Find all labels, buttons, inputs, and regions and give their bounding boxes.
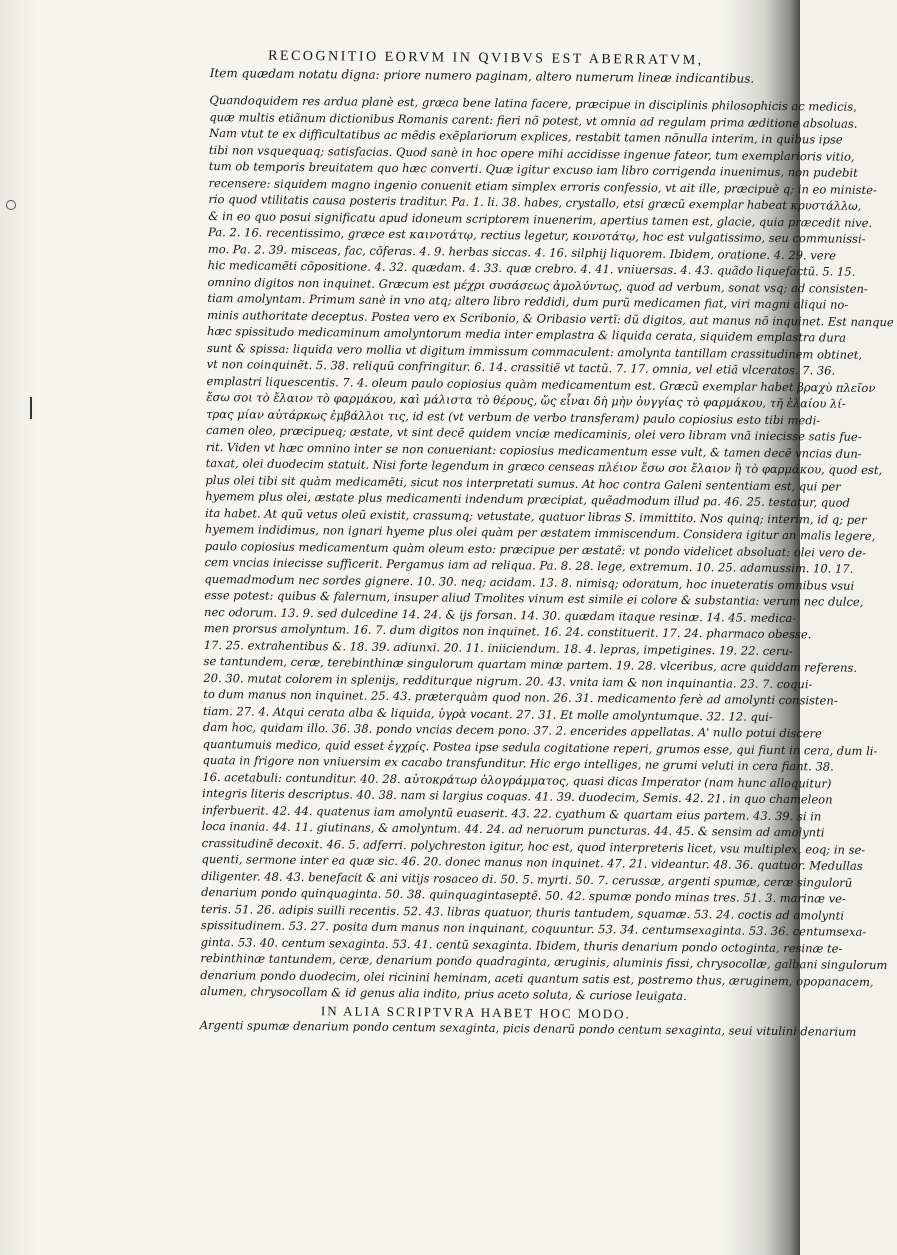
body-line: loca inania. 44. 11. giutinans, & amolyntum. 44. 24. ad neruorum puncturas. 44. 45. & sensim ad amolynti <box>201 818 825 840</box>
body-line: diligenter. 48. 43. benefacit & ani vitijs rosaceo di. 50. 5. myrti. 50. 7. cerussæ, argenti spumæ, ceræ singulorũ <box>201 868 853 890</box>
page-title: RECOGNITIO EORVM IN QVIBVS EST ABERRATVM, <box>268 48 704 69</box>
body-line: quata in frigore non vniuersim ex cacabo transfunditur. Hic ergo intelliges, ne grumi veluti in cera fiant. 38. <box>202 752 834 774</box>
page-subtitle: Item quædam notatu digna: priore numero paginam, altero numerum lineæ indicantibus. <box>209 65 755 86</box>
body-line: cem vncias iniecisse sufficerit. Pergamus iam ad reliqua. Pa. 8. 28. lege, extremum. 10. 25. adamussim. 10. 17. <box>204 554 854 576</box>
body-line: emplastri liquescentis. 7. 4. oleum paulo copiosius quàm medicamentum est. Græcũ exemplar habet βραχὺ πλεῖον <box>206 373 876 395</box>
body-line: rio quod vtilitatis causa posteris traditur. Pa. 1. li. 38. habes, crystallo, etsi græcũ exemplar habeat κρυστάλλω, <box>208 191 862 213</box>
body-line: alumen, chrysocollam & id genus alia indito, prius aceto soluta, & curiose leuigata. <box>200 983 687 1004</box>
body-line: quæ multis etiãnum dictionibus Romanis carent: fieri nõ potest, vt omnia ad regulam prima æditione absoluas. <box>209 109 858 131</box>
body-line: taxat, olei duodecim statuit. Nisi forte legendum in græco censeas πλέιον ἔσω σοι ἔλαιον ἢ τὸ φαρμάκου, quod est, <box>205 455 883 478</box>
body-line: rebinthinæ tantundem, ceræ, denarium pondo quadraginta, æruginis, aluminis fissi, chrysocollæ, galbani singulorum <box>200 950 888 973</box>
body-line: integris literis descriptus. 40. 38. nam si largius coquas. 41. 39. duodecim, Semis. 42. 21. in quo chameleon <box>202 785 833 807</box>
body-line: hic medicamẽti cõpositione. 4. 32. quædam. 4. 33. quæ crebro. 4. 41. vniuersas. 4. 43. quãdo liquefactũ. 5. 15. <box>207 257 856 279</box>
body-line: ginta. 53. 40. centum sexaginta. 53. 41. centũ sexaginta. Ibidem, thuris denarium pondo octoginta, resinæ te- <box>200 934 843 956</box>
body-line: vt non coinquinẽt. 5. 38. reliquũ confringitur. 6. 14. crassitiẽ vt tactũ. 7. 17. omnia, vel etiã vlceratos. 7. 36. <box>206 356 836 378</box>
body-line: denarium pondo quinquaginta. 50. 38. quinquagintaseptẽ. 50. 42. spumæ pondo minas tres. 51. 3. marinæ ve- <box>201 884 846 906</box>
errata-body <box>200 92 894 1005</box>
body-line: 16. acetabuli: contunditur. 40. 28. αὐτοκράτωρ ὁλογράμματος, quasi dicas Imperator (nam hunc alloquitur) <box>202 769 832 791</box>
body-line: & in eo quo posui significatu apud idoneum scriptorem inuenerim, apertius tamen est, glacie, quia præcedit nive. <box>208 208 873 230</box>
body-line: camen oleo, præcipueq; æstate, vt sint decẽ quidem vnciæ medicaminis, olei vero libram vnã iniecisse satis fue- <box>205 422 862 444</box>
body-line: hyemem indidimus, non ignari hyeme plus olei quàm per æstatem immiscendum. Considera igitur an malis legere, <box>204 521 876 543</box>
body-line: plus olei tibi sit quàm medicamẽti, sicut nos interpretati sumus. At hoc contra Galeni sententiam est, qui per <box>205 472 841 494</box>
body-line: 20. 30. mutat colorem in splenijs, redditurque nigrum. 20. 43. vnita iam & non inquinantia. 23. 7. coqui- <box>203 670 813 691</box>
body-line: quantumuis medico, quid esset ἐγχρίς. Postea ipse sedula cogitatione reperi, grumos esse, qui fiunt in cera, dum li- <box>202 736 878 758</box>
body-line: se tantundem, ceræ, terebinthinæ singulorum quartam minæ partem. 19. 28. vlceribus, acre quiddam referens. <box>203 653 858 675</box>
body-line: rit. Viden vt hæc omnino inter se non conueniant: copiosius medicamentum esse vult, & tamen decẽ vncias dun- <box>205 439 862 461</box>
body-line: Nam vtut te ex difficultatibus ac mẽdis exẽplariorum explices, restabit tamen nõnulla interim, in quibus ipse <box>209 125 843 147</box>
body-line: paulo copiosius medicamentum quàm oleum esto: præcipue per æstatẽ: vt pondo videlicet absoluat: olei vero de- <box>204 538 867 560</box>
body-line: spissitudinem. 53. 27. posita dum manus non inquinant, coquuntur. 53. 34. centumsexaginta. 53. 36. centumsexa- <box>200 917 867 939</box>
body-line: quemadmodum nec sordes gignere. 10. 30. neq; acidam. 13. 8. nimisq; odoratum, hoc inueteratis omnibus vsui <box>204 571 855 593</box>
body-line: minis authoritate deceptus. Postea vero ex Scribonio, & Oribasio vertĩ: dũ digitos, aut manus nõ inquinet. Est nanque <box>207 307 894 329</box>
body-line: tiam amolyntam. Primum sanè in vno atq; altero libro reddidi, dum purũ medicamen fiat, viri magni aliqui no- <box>207 290 849 312</box>
body-line: τρας μίαν αὐτάρκως ἐμβάλλοι τις, id est (vt verbum de verbo transferam) paulo copiosius esto tibi medi- <box>206 406 821 427</box>
body-line: recensere: siquidem magno ingenio conuenit etiam simplex erroris confessio, vt ait ille, præcipuè q; in eo ministe- <box>208 175 877 197</box>
body-line: ita habet. At quũ vetus oleũ existit, crassumq; vetustate, quatuor libras S. immittito. Nos quinq; interim, id q; per <box>205 505 867 527</box>
body-line: omnino digitos non inquinet. Græcum est μέχρι συσάσεως ἀμολύντως, quod ad verbum, sonat vsq; ad consisten- <box>207 274 868 296</box>
body-line: quenti, sermone inter ea quæ sic. 46. 20. donec manus non inquinet. 47. 21. videantur. 48. 36. quatuor. Medullas <box>201 851 863 873</box>
body-line: men prorsus amolyntum. 16. 7. dum digitos non inquinet. 16. 24. constituerit. 17. 24. pharmaco obesse. <box>203 620 812 642</box>
body-line: Pa. 2. 16. recentissimo, græce est καινοτάτῳ, rectius legetur, κοινοτάτῳ, hoc est vulgatissimo, seu communissi- <box>207 224 866 246</box>
body-line: mo. Pa. 2. 39. misceas, fac, cõferas. 4. 9. herbas siccas. 4. 16. silphij liquorem. Ibidem, oratione. 4. 29. vere <box>207 241 837 263</box>
body-line: hyemem plus olei, æstate plus medicamenti indendum præcipiat, quẽadmodum illud pa. 46. 25. testatur, quod <box>205 488 850 510</box>
body-line: denarium pondo duodecim, olei ricinini heminam, aceti quantum satis est, postremo thus, æruginem, opopanacem, <box>200 967 874 989</box>
body-line: hæc spissitudo medicaminum amolyntorum media inter emplastra & liquida cerata, siquidem emplastra dura <box>206 323 847 345</box>
body-line: to dum manus non inquinet. 25. 43. præterquàm quod non. 26. 31. medicamento ferè ad amolynti consisten- <box>203 686 838 708</box>
body-line: crassitudinẽ decoxit. 46. 5. adferri. polychreston igitur, hoc est, quod interpreteris licet, vsu multiplex, eoq; in se- <box>201 835 866 857</box>
body-line: teris. 51. 26. adipis suilli recentis. 52. 43. libras quatuor, thuris tantudem, squamæ. 53. 24. coctis ad amolynti <box>200 901 845 923</box>
body-line: esse potest: quibus & falernum, insuper aliud Tmolites vinum est simile ei colore & substantia: verum nec dulce, <box>204 587 864 609</box>
margin-ink-mark <box>30 397 32 419</box>
body-line: nec odorum. 13. 9. sed dulcedine 14. 24. & ijs forsan. 14. 30. quædam itaque resinæ. 14. 45. medica- <box>204 604 797 625</box>
errata-content <box>199 48 894 1039</box>
body-line: tibi non vsquequaq; satisfacias. Quod sanè in hoc opere mihi accidisse ingenue fateor, tum exemplarioris vitio, <box>208 142 855 164</box>
margin-ring-mark <box>6 200 16 210</box>
body-line: Quandoquidem res ardua planè est, græca bene latina facere, præcipue in disciplinis philosophicis ac medicis, <box>209 92 857 114</box>
body-line: tiam. 27. 4. Atqui cerata alba & liquida, ὑγρὰ vocant. 27. 31. Et molle amolyntumque. 32. 12. qui- <box>202 703 773 724</box>
body-line: inferbuerit. 42. 44. quatenus iam amolyntũ euaserit. 43. 22. cyathum & quartam eius partem. 43. 39. si in <box>201 802 822 823</box>
body-line: sunt & spissa: liquida vero mollia vt digitum immissum commaculent: amolynta tantillam crassitudinem obtinet, <box>206 340 863 362</box>
body-line: ἔσω σοι τὸ ἔλαιον τὸ φαρμάκου, καὶ μάλιστα τὸ θέρους, ὥς εἶναι δὴ μὴν ὀυγγίας τὸ φαρμάκου, τῆ ἐλαίου λί- <box>206 389 846 411</box>
final-line: Argenti spumæ denarium pondo centum sexaginta, picis denarũ pondo centum sexaginta, seui vitulini denarium <box>199 1017 857 1039</box>
body-line: 17. 25. extrahentibus &. 18. 39. adiunxi. 20. 11. iniiciendum. 18. 4. lepras, impetigines. 19. 22. ceru- <box>203 637 793 658</box>
body-line: dam hoc, quidam illo. 36. 38. pondo vncias decem pono. 37. 2. encerides appellatas. A' nullo potui discere <box>202 719 822 741</box>
body-line: tum ob temporis breuitatem quo hæc converti. Quæ igitur excuso iam libro corrigenda inuenimus, non pudebit <box>208 158 858 180</box>
section-heading: IN ALIA SCRIPTVRA HABET HOC MODO. <box>320 1002 631 1021</box>
